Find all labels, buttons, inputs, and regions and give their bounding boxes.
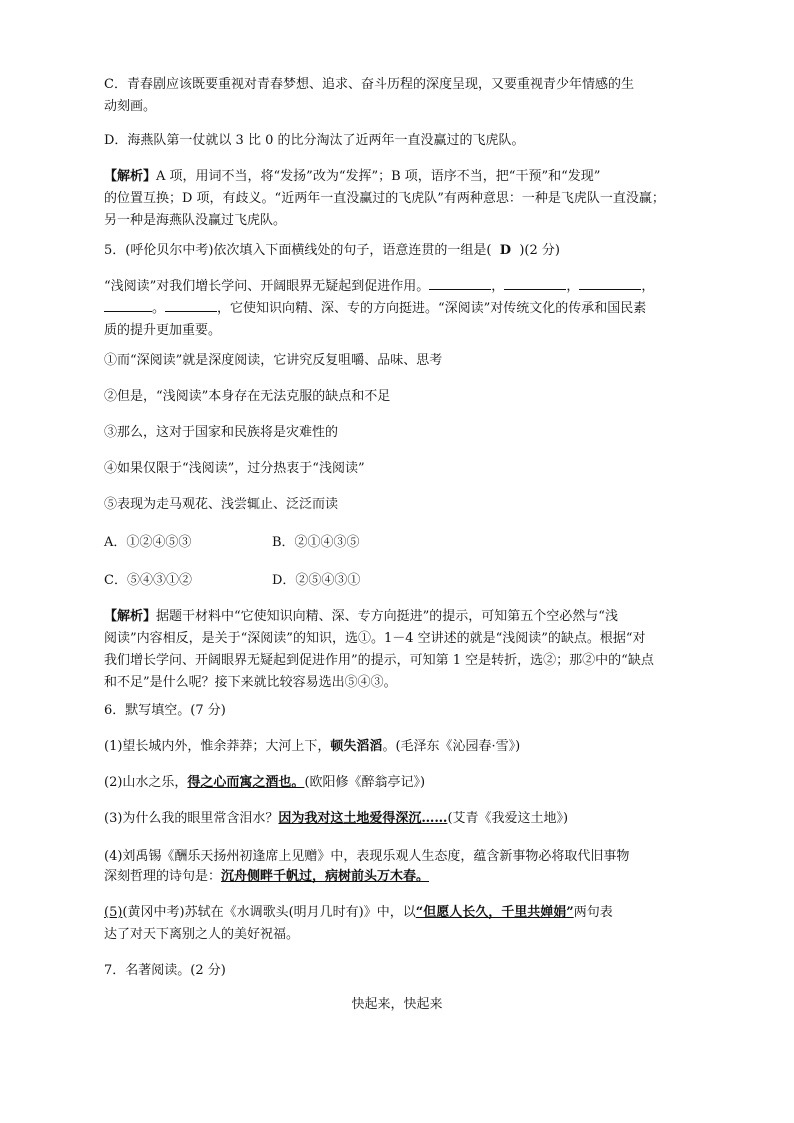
dictation-source: (艾青《我爱这土地》) <box>447 811 569 826</box>
option-c-line1: C．青春剧应该既要重视对青春梦想、追求、奋斗历程的深度呈现，又要重视青少年情感的生 <box>104 77 634 92</box>
blank-4[interactable] <box>104 299 152 312</box>
blank-2[interactable] <box>504 277 566 290</box>
passage-line1 <box>104 276 704 298</box>
passage-comma: ， <box>641 279 655 294</box>
dictation-prompt: 深刻哲理的诗句是： <box>104 869 222 884</box>
option-d: D．海燕队第一仗就以 3 比 0 的比分淘汰了近两年一直没赢过的飞虎队。 <box>104 133 525 148</box>
dictation-answer: 因为我对这土地爱得深沉…… <box>278 811 448 826</box>
passage-period: 。 <box>152 301 166 316</box>
passage-line2 <box>104 298 704 320</box>
question-7-stem: 7．名著阅读。(2 分) <box>104 963 226 978</box>
question-5-stem <box>104 240 704 262</box>
blank-3[interactable] <box>579 277 641 290</box>
dictation-prompt: (3)为什么我的眼里常含泪水？ <box>104 811 279 826</box>
dictation-prompt: (1)望长城内外，惟余莽莽；大河上下， <box>104 739 331 754</box>
passage-text: ，它使知识向精、深、专的方向挺进。“深阅读”对传统文化的传承和国民素 <box>217 301 647 316</box>
dictation-prompt: (2)山水之乐， <box>104 775 188 790</box>
dictation-4-line2 <box>104 866 704 888</box>
sentence-option: ⑤表现为走马观花、浅尝辄止、泛泛而读 <box>104 497 339 512</box>
sentence-option: ④如果仅限于“浅阅读”，过分热衷于“浅阅读” <box>104 461 365 476</box>
analysis-tag: 【解析】 <box>104 609 157 624</box>
sentence-option: ③那么，这对于国家和民族将是灾难性的 <box>104 425 339 440</box>
blank-1[interactable] <box>429 277 491 290</box>
analysis-4-line3: 另一种是海燕队没赢过飞虎队。 <box>104 213 287 228</box>
dictation-5-line2: 达了对天下离别之人的美好祝福。 <box>104 927 300 942</box>
dictation-prompt: 两句表 <box>573 905 613 920</box>
analysis-tag: 【解析】 <box>104 169 157 184</box>
choice-d: D．②⑤④③① <box>272 573 361 588</box>
dictation-answer: 顿失滔滔 <box>330 739 383 754</box>
question-5-answer: D <box>499 243 512 258</box>
choice-c: C．⑤④③①② <box>104 573 192 588</box>
passage-comma: ， <box>566 279 580 294</box>
poem-title: 快起来，快起来 <box>351 997 443 1012</box>
question-5-prefix: 5．(呼伦贝尔中考)依次填入下面横线处的句子，语意连贯的一组是( <box>104 243 492 258</box>
analysis-text: A 项，用词不当，将“发扬”改为“发挥”；B 项，语序不当，把“干预”和“发现” <box>156 169 601 184</box>
blank-5[interactable] <box>165 299 217 312</box>
question-6-stem: 6．默写填空。(7 分) <box>104 703 226 718</box>
dictation-prompt: (黄冈中考)苏轼在《水调歌头(明月几时有)》中，以 <box>122 905 416 920</box>
dictation-3 <box>104 808 704 830</box>
choice-b: B．②①④③⑤ <box>272 535 360 550</box>
passage-comma: ， <box>491 279 505 294</box>
dictation-source: (欧阳修《醉翁亭记》) <box>304 775 426 790</box>
option-c-line2: 动刻画。 <box>104 99 157 114</box>
choice-a: A．①②④⑤③ <box>104 535 192 550</box>
dictation-answer: 沉舟侧畔千帆过，病树前头万木春。 <box>221 869 430 884</box>
analysis-5-line1 <box>104 606 704 628</box>
sentence-option: ①而“深阅读”就是深度阅读，它讲究反复咀嚼、品味、思考 <box>104 353 443 368</box>
dictation-2 <box>104 772 704 794</box>
dictation-answer: 得之心而寓之酒也。 <box>187 775 305 790</box>
analysis-5-line3: 我们增长学问、开阔眼界无疑起到促进作用”的提示，可知第 1 空是转折，选②；那②中的“缺点 <box>104 653 654 668</box>
analysis-5-line2: 阅读”内容相反，是关于“深阅读”的知识，选①。1－4 空讲述的就是“浅阅读”的缺点。根据“对 <box>104 631 646 646</box>
question-5-suffix: )(2 分) <box>519 243 560 258</box>
analysis-5-line4: 和不足”是什么呢？接下来就比较容易选出⑤④③。 <box>104 675 397 690</box>
dictation-number: (5) <box>104 905 123 920</box>
dictation-4-line1: (4)刘禹锡《酬乐天扬州初逢席上见赠》中，表现乐观人生态度，蕴含新事物必将取代旧事物 <box>104 849 630 864</box>
passage-line3: 质的提升更加重要。 <box>104 323 222 338</box>
analysis-4-line2: 的位置互换；D 项，有歧义。“近两年一直没赢过的飞虎队”有两种意思：一种是飞虎队一直没赢； <box>104 191 665 206</box>
dictation-answer: “但愿人长久，千里共婵娟” <box>415 905 574 920</box>
analysis-text: 据题干材料中“它使知识向精、深、专方向挺进”的提示，可知第五个空必然与“浅 <box>156 609 618 624</box>
dictation-5-line1 <box>104 902 704 924</box>
passage-text: “浅阅读”对我们增长学问、开阔眼界无疑起到促进作用。 <box>104 279 430 294</box>
analysis-4-line1 <box>104 166 704 188</box>
dictation-1 <box>104 736 704 758</box>
sentence-option: ②但是，“浅阅读”本身存在无法克服的缺点和不足 <box>104 389 391 404</box>
dictation-source: 。(毛泽东《沁园春·雪》) <box>382 739 521 754</box>
